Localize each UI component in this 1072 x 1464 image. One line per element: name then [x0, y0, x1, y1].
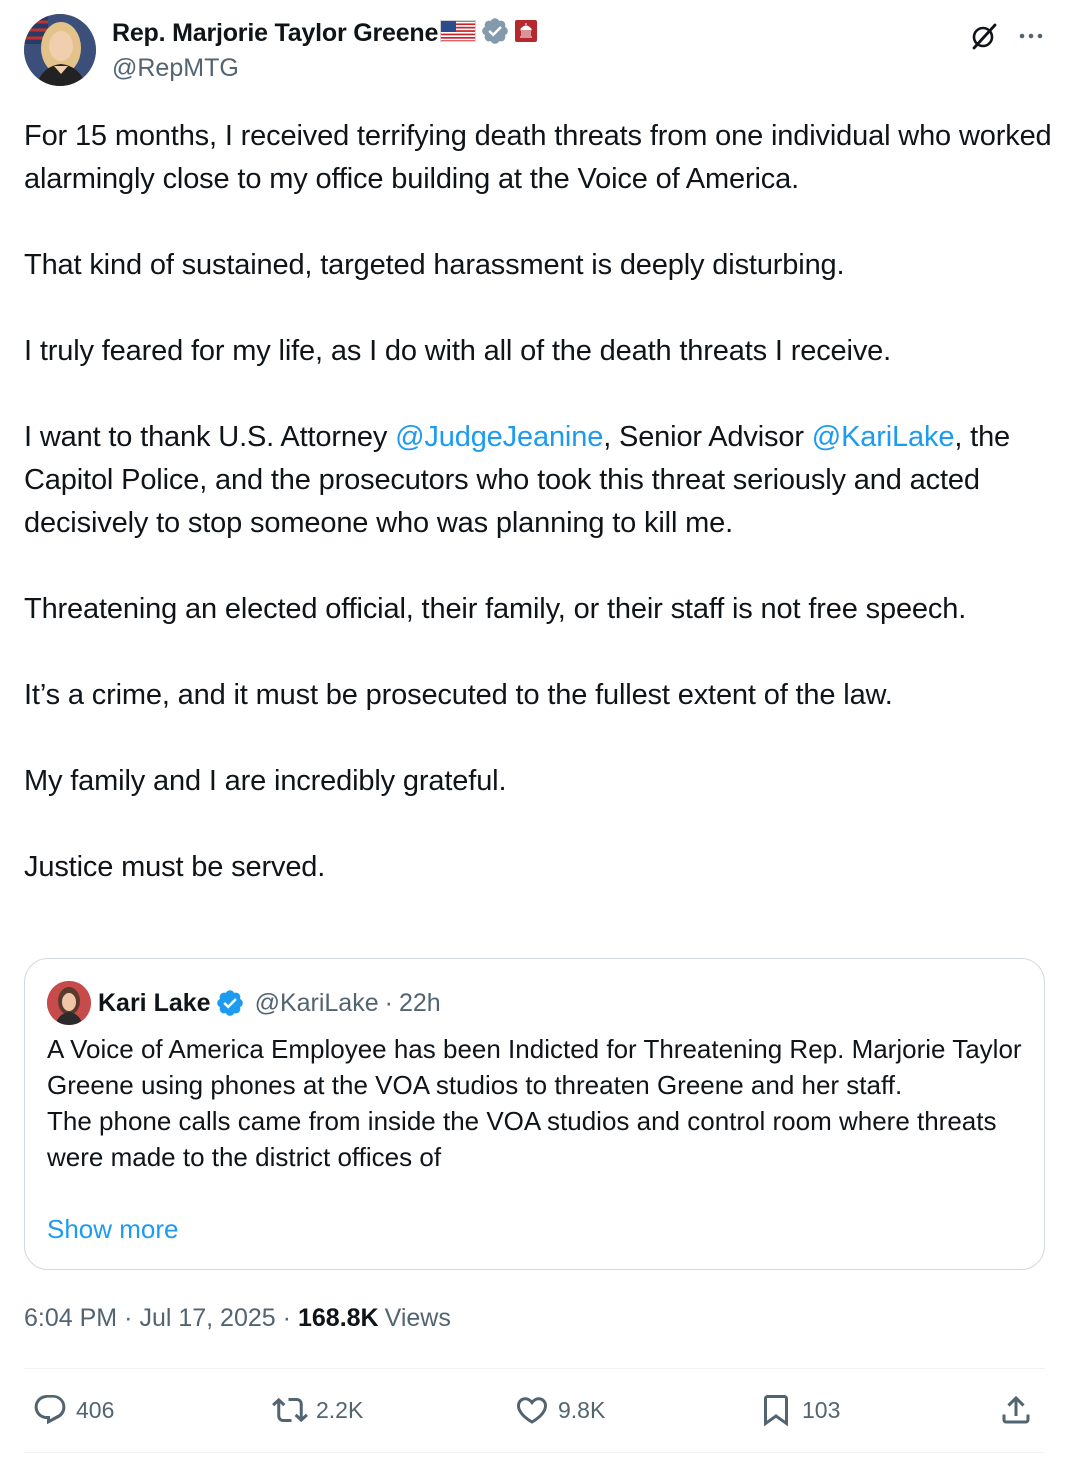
divider: [24, 1452, 1045, 1453]
like-count: 9.8K: [558, 1396, 606, 1423]
tweet-text-segment: I want to thank U.S. Attorney: [24, 421, 396, 453]
tweet-meta: [24, 1298, 451, 1338]
author-badges: [440, 16, 538, 51]
tweet-paragraph: That kind of sustained, targeted harassment is deeply disturbing.: [24, 249, 845, 281]
quoted-text-line: A Voice of America Employee has been Indicted for Threatening Rep. Marjorie Taylor Greene using phones at the VOA studios to threaten Greene and her staff.: [47, 1034, 1022, 1100]
quoted-author-handle[interactable]: @KariLake: [254, 988, 379, 1017]
tweet-paragraph: Threatening an elected official, their family, or their staff is not free speech.: [24, 593, 967, 625]
author-handle[interactable]: @RepMTG: [112, 54, 239, 82]
repost-button[interactable]: [272, 1392, 363, 1428]
tweet-paragraph: It’s a crime, and it must be prosecuted to the fullest extent of the law.: [24, 679, 893, 711]
quoted-meta-separator: ·: [384, 988, 393, 1017]
show-more-link[interactable]: Show more: [47, 1214, 179, 1244]
like-button[interactable]: [514, 1392, 605, 1428]
mention-link-judgejeanine[interactable]: @JudgeJeanine: [395, 421, 604, 453]
quoted-tweet-text: [47, 1031, 1022, 1175]
divider: [24, 1368, 1045, 1369]
author-display-name[interactable]: Rep. Marjorie Taylor Greene: [112, 18, 439, 47]
quoted-tweet-header: [47, 983, 441, 1023]
bookmark-icon: [758, 1392, 794, 1428]
share-icon: [998, 1392, 1034, 1428]
tweet-text-segment: , Senior Advisor: [603, 421, 812, 453]
author-name-row: [112, 17, 538, 49]
tweet-time[interactable]: 6:04 PM: [24, 1303, 118, 1332]
meta-separator: ·: [124, 1303, 133, 1332]
verified-blue-badge-icon[interactable]: [215, 988, 245, 1018]
tweet-paragraph: I truly feared for my life, as I do with all of the death threats I receive.: [24, 335, 892, 367]
repost-count: 2.2K: [316, 1396, 364, 1423]
mention-link-karilake[interactable]: @KariLake: [811, 421, 955, 453]
reply-count: 406: [76, 1396, 115, 1423]
more-options-icon[interactable]: [1016, 21, 1046, 51]
quoted-timestamp[interactable]: 22h: [398, 988, 441, 1017]
quoted-text-line: The phone calls came from inside the VOA studios and control room where threats were made to the district offices of: [47, 1106, 997, 1172]
quoted-author-name[interactable]: Kari Lake: [98, 988, 211, 1017]
bookmark-count: 103: [802, 1396, 841, 1423]
us-flag-icon: [440, 20, 476, 47]
congress-affiliate-badge-icon[interactable]: [514, 19, 538, 48]
tweet-paragraph: [24, 416, 1054, 545]
reply-button[interactable]: [32, 1392, 114, 1428]
tweet-paragraph: Justice must be served.: [24, 851, 326, 883]
tweet-date[interactable]: Jul 17, 2025: [139, 1303, 276, 1332]
repost-icon: [272, 1392, 308, 1428]
meta-separator: ·: [282, 1303, 291, 1332]
tweet-text: [24, 115, 1054, 889]
tweet-action-bar: [24, 1370, 1045, 1454]
reply-icon: [32, 1392, 68, 1428]
quoted-tweet-card[interactable]: [24, 958, 1045, 1270]
grok-icon[interactable]: [966, 18, 1002, 54]
quoted-author-avatar[interactable]: [47, 981, 91, 1025]
tweet-paragraph: My family and I are incredibly grateful.: [24, 765, 507, 797]
tweet-paragraph: For 15 months, I received terrifying death threats from one individual who worked alarmingly close to my office building at the Voice of America.: [24, 120, 1052, 195]
views-label: Views: [384, 1303, 451, 1332]
views-count: 168.8K: [297, 1303, 379, 1332]
bookmark-button[interactable]: [758, 1392, 840, 1428]
share-button[interactable]: [998, 1392, 1034, 1428]
author-avatar[interactable]: [24, 14, 96, 86]
tweet-text-segment: , the Capitol Police, and the prosecutors who took this threat seriously and acted decisively to stop someone who was planning to kill me.: [24, 421, 1011, 539]
verified-gray-badge-icon[interactable]: [480, 16, 510, 51]
heart-icon: [514, 1392, 550, 1428]
tweet-top-actions: [966, 18, 1046, 54]
